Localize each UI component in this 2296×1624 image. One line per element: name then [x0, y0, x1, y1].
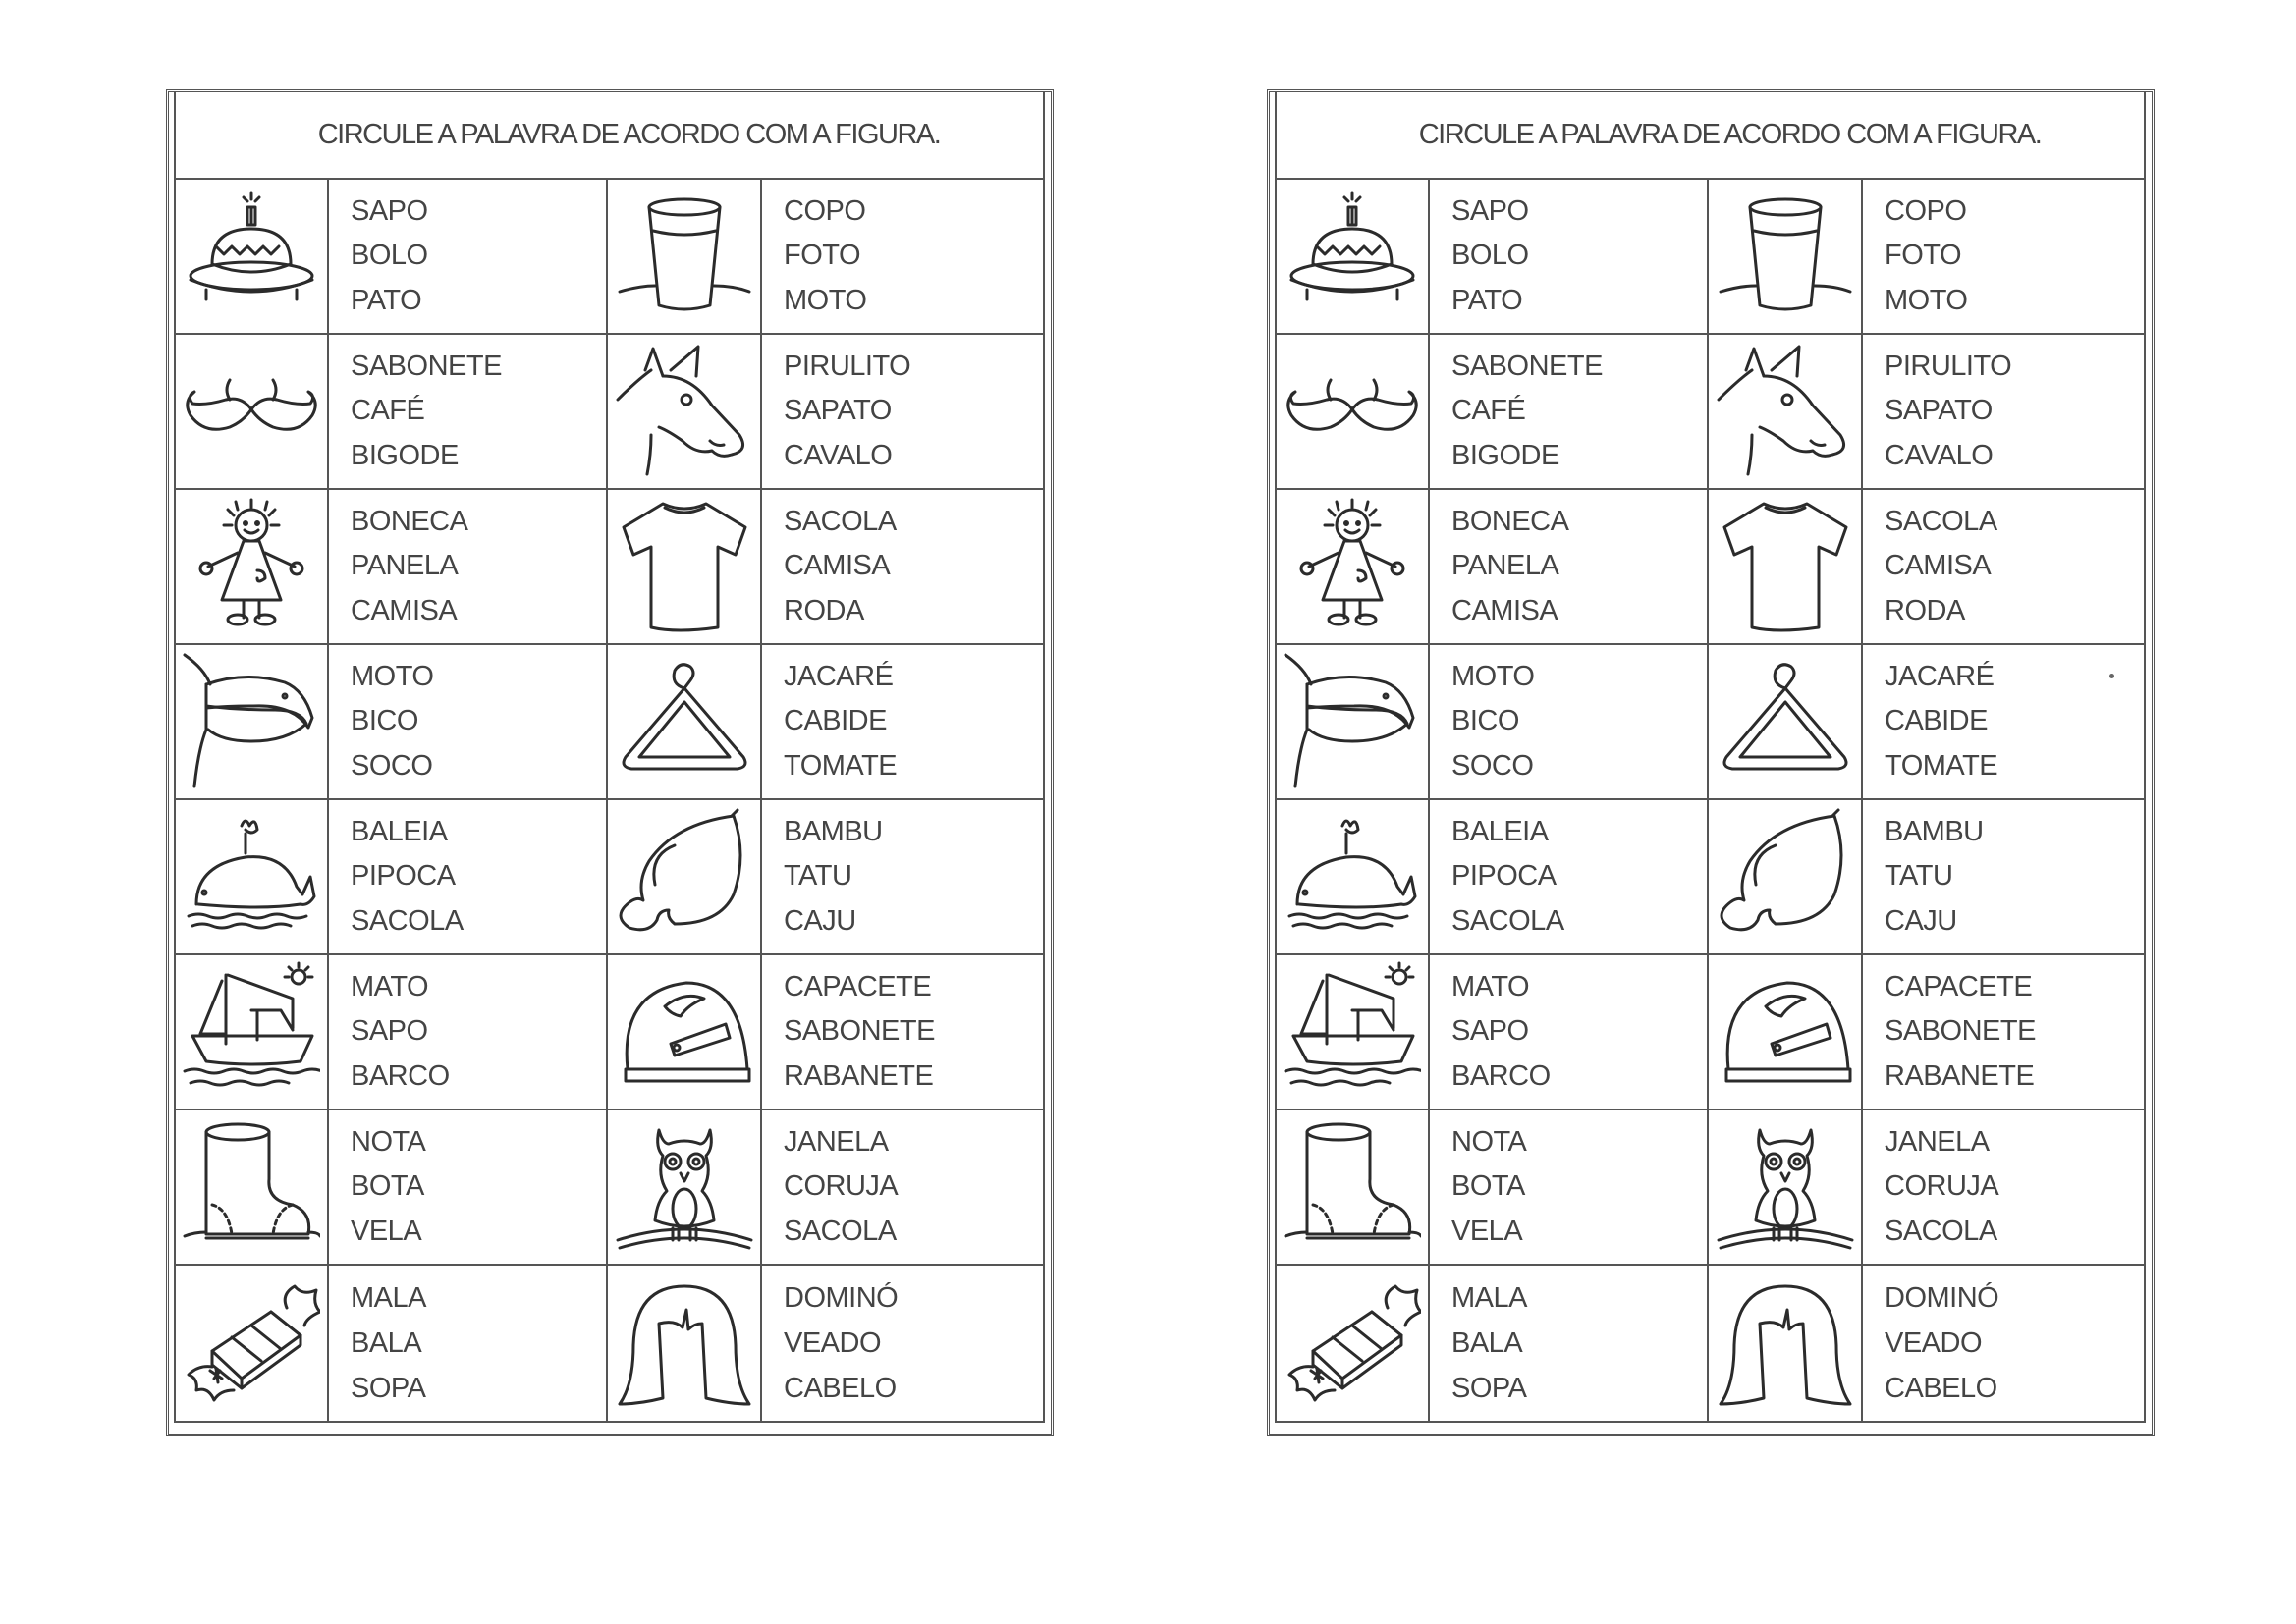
- mustache-icon: [183, 341, 320, 483]
- word-option[interactable]: TOMATE: [784, 749, 898, 782]
- word-option[interactable]: RABANETE: [1885, 1059, 2035, 1092]
- word-options: [762, 490, 1043, 645]
- word-option[interactable]: MOTO: [1451, 661, 1535, 693]
- word-options: [1863, 800, 2144, 955]
- exercise-grid: [176, 180, 1043, 1421]
- word-option[interactable]: MATO: [351, 971, 429, 1003]
- word-option[interactable]: BARCO: [1451, 1059, 1551, 1092]
- hanger-icon: [1717, 651, 1854, 793]
- word-option[interactable]: PANELA: [1451, 550, 1559, 582]
- word-options: [762, 800, 1043, 955]
- word-option[interactable]: BONECA: [351, 506, 468, 538]
- word-option[interactable]: CAJU: [784, 904, 856, 937]
- word-option[interactable]: SOPA: [1451, 1372, 1527, 1404]
- word-option[interactable]: MALA: [351, 1281, 426, 1314]
- helmet-icon: [1717, 961, 1854, 1104]
- worksheet-title: CIRCULE A PALAVRA DE ACORDO COM A FIGURA.: [176, 92, 1043, 180]
- word-option[interactable]: PATO: [351, 284, 422, 316]
- word-option[interactable]: BOTA: [1451, 1170, 1525, 1203]
- whale-icon: [1284, 806, 1421, 948]
- word-option[interactable]: BALA: [1451, 1326, 1523, 1359]
- word-option[interactable]: SABONETE: [1885, 1015, 2036, 1048]
- word-options: [1430, 1110, 1709, 1266]
- word-option[interactable]: VELA: [1451, 1215, 1523, 1247]
- word-options: [1430, 490, 1709, 645]
- candy-icon: [1284, 1272, 1421, 1415]
- picture-cell: [608, 1110, 762, 1266]
- exercise-grid: [1277, 180, 2144, 1421]
- picture-cell: [176, 180, 329, 335]
- word-options: [1430, 1266, 1709, 1421]
- word-option[interactable]: CAFÉ: [351, 395, 425, 427]
- picture-cell: [176, 955, 329, 1110]
- doll-icon: [1284, 496, 1421, 638]
- word-option[interactable]: CAPACETE: [784, 971, 932, 1003]
- word-option[interactable]: VEADO: [784, 1326, 882, 1359]
- word-options: [1863, 1266, 2144, 1421]
- word-option[interactable]: CAVALO: [1885, 439, 1994, 471]
- picture-cell: [1709, 800, 1863, 955]
- picture-cell: [1277, 180, 1430, 335]
- word-options: [1430, 335, 1709, 490]
- word-option[interactable]: TOMATE: [1885, 749, 1998, 782]
- cashew-icon: [1717, 806, 1854, 948]
- glass-icon: [616, 186, 753, 328]
- word-option[interactable]: SACOLA: [1885, 1215, 1997, 1247]
- word-option[interactable]: CAMISA: [784, 550, 891, 582]
- picture-cell: [608, 800, 762, 955]
- word-option[interactable]: BALEIA: [1451, 816, 1549, 848]
- word-option[interactable]: FOTO: [784, 240, 861, 272]
- word-option[interactable]: RABANETE: [784, 1059, 934, 1092]
- word-option[interactable]: MATO: [1451, 971, 1530, 1003]
- word-option[interactable]: PIRULITO: [784, 351, 911, 383]
- word-option[interactable]: CABIDE: [1885, 705, 1988, 737]
- picture-cell: [608, 490, 762, 645]
- owl-icon: [616, 1116, 753, 1259]
- hair-icon: [1717, 1272, 1854, 1415]
- word-option[interactable]: SAPO: [1451, 195, 1529, 228]
- word-option[interactable]: NOTA: [1451, 1126, 1527, 1159]
- word-option[interactable]: BONECA: [1451, 506, 1569, 538]
- word-option[interactable]: JANELA: [784, 1126, 889, 1159]
- word-option[interactable]: BOLO: [351, 240, 428, 272]
- word-option[interactable]: CORUJA: [784, 1170, 899, 1203]
- doll-icon: [183, 496, 320, 638]
- word-option[interactable]: PATO: [1451, 284, 1523, 316]
- word-option[interactable]: SABONETE: [351, 351, 502, 383]
- word-option[interactable]: JACARÉ: [1885, 661, 1995, 693]
- word-option[interactable]: SABONETE: [1451, 351, 1603, 383]
- word-option[interactable]: BIGODE: [1451, 439, 1559, 471]
- word-option[interactable]: CAPACETE: [1885, 971, 2033, 1003]
- picture-cell: [608, 645, 762, 800]
- word-options: [762, 955, 1043, 1110]
- glass-icon: [1717, 186, 1854, 328]
- word-option[interactable]: SACOLA: [1451, 904, 1564, 937]
- worksheet-left: [166, 89, 1054, 1436]
- word-option[interactable]: PIPOCA: [351, 860, 456, 893]
- picture-cell: [608, 1266, 762, 1421]
- word-option[interactable]: JANELA: [1885, 1126, 1990, 1159]
- word-options: [1430, 800, 1709, 955]
- word-option[interactable]: SACOLA: [351, 904, 464, 937]
- word-option[interactable]: CABELO: [784, 1372, 897, 1404]
- picture-cell: [176, 335, 329, 490]
- picture-cell: [608, 955, 762, 1110]
- boot-icon: [1284, 1116, 1421, 1259]
- hanger-icon: [616, 651, 753, 793]
- word-option[interactable]: SAPO: [351, 1015, 428, 1048]
- word-option[interactable]: TATU: [1885, 860, 1953, 893]
- word-option[interactable]: DOMINÓ: [784, 1281, 899, 1314]
- word-option[interactable]: SAPATO: [1885, 395, 1993, 427]
- boat-icon: [1284, 961, 1421, 1104]
- word-option[interactable]: BAMBU: [784, 816, 883, 848]
- beak-icon: [183, 651, 320, 793]
- shirt-icon: [1717, 496, 1854, 638]
- word-option[interactable]: FOTO: [1885, 240, 1962, 272]
- word-option[interactable]: JACARÉ: [784, 661, 894, 693]
- beak-icon: [1284, 651, 1421, 793]
- word-option[interactable]: CABIDE: [784, 705, 887, 737]
- word-options: [329, 1266, 608, 1421]
- word-options: [1430, 180, 1709, 335]
- word-option[interactable]: SACOLA: [784, 1215, 897, 1247]
- word-option[interactable]: MOTO: [784, 284, 867, 316]
- picture-cell: [1709, 1266, 1863, 1421]
- word-options: [1863, 645, 2144, 800]
- hair-icon: [616, 1272, 753, 1415]
- word-option[interactable]: SOPA: [351, 1372, 426, 1404]
- word-option[interactable]: BICO: [1451, 705, 1519, 737]
- word-option[interactable]: CORUJA: [1885, 1170, 1999, 1203]
- word-option[interactable]: BOTA: [351, 1170, 424, 1203]
- picture-cell: [1277, 800, 1430, 955]
- word-option[interactable]: SAPATO: [784, 395, 892, 427]
- word-options: [1863, 955, 2144, 1110]
- picture-cell: [608, 335, 762, 490]
- word-option[interactable]: VEADO: [1885, 1326, 1983, 1359]
- word-option[interactable]: PANELA: [351, 550, 459, 582]
- word-option[interactable]: COPO: [1885, 195, 1967, 228]
- word-option[interactable]: SACOLA: [1885, 506, 1997, 538]
- cake-icon: [1284, 186, 1421, 328]
- word-option[interactable]: SAPO: [1451, 1015, 1529, 1048]
- word-options: [329, 490, 608, 645]
- horse-icon: [616, 341, 753, 483]
- picture-cell: [608, 180, 762, 335]
- word-option[interactable]: SOCO: [351, 749, 433, 782]
- picture-cell: [1709, 180, 1863, 335]
- word-option[interactable]: NOTA: [351, 1126, 426, 1159]
- word-option[interactable]: VELA: [351, 1215, 422, 1247]
- word-options: [329, 645, 608, 800]
- word-options: [762, 335, 1043, 490]
- picture-cell: [1709, 955, 1863, 1110]
- word-options: [329, 180, 608, 335]
- word-option[interactable]: COPO: [784, 195, 866, 228]
- word-option[interactable]: BALEIA: [351, 816, 448, 848]
- picture-cell: [1709, 490, 1863, 645]
- word-options: [1430, 645, 1709, 800]
- picture-cell: [1277, 490, 1430, 645]
- word-option[interactable]: CAMISA: [351, 594, 458, 626]
- cake-icon: [183, 186, 320, 328]
- cashew-icon: [616, 806, 753, 948]
- word-options: [762, 180, 1043, 335]
- word-option[interactable]: MOTO: [351, 661, 434, 693]
- word-option[interactable]: RODA: [784, 594, 864, 626]
- picture-cell: [1277, 1110, 1430, 1266]
- picture-cell: [176, 645, 329, 800]
- horse-icon: [1717, 341, 1854, 483]
- word-option[interactable]: BALA: [351, 1326, 422, 1359]
- word-option[interactable]: BICO: [351, 705, 418, 737]
- word-option[interactable]: SACOLA: [784, 506, 897, 538]
- word-option[interactable]: RODA: [1885, 594, 1965, 626]
- mustache-icon: [1284, 341, 1421, 483]
- picture-cell: [1277, 955, 1430, 1110]
- boot-icon: [183, 1116, 320, 1259]
- word-option[interactable]: TATU: [784, 860, 852, 893]
- word-option[interactable]: CABELO: [1885, 1372, 1997, 1404]
- picture-cell: [176, 490, 329, 645]
- worksheet-title: CIRCULE A PALAVRA DE ACORDO COM A FIGURA.: [1277, 92, 2144, 180]
- owl-icon: [1717, 1116, 1854, 1259]
- picture-cell: [176, 800, 329, 955]
- word-options: [329, 1110, 608, 1266]
- picture-cell: [176, 1110, 329, 1266]
- picture-cell: [1709, 1110, 1863, 1266]
- word-option[interactable]: SAPO: [351, 195, 428, 228]
- picture-cell: [1277, 1266, 1430, 1421]
- word-option[interactable]: BAMBU: [1885, 816, 1984, 848]
- word-options: [329, 955, 608, 1110]
- word-option[interactable]: SABONETE: [784, 1015, 935, 1048]
- picture-cell: [1277, 335, 1430, 490]
- word-option[interactable]: MALA: [1451, 1281, 1527, 1314]
- picture-cell: [176, 1266, 329, 1421]
- picture-cell: [1277, 645, 1430, 800]
- word-options: [329, 335, 608, 490]
- candy-icon: [183, 1272, 320, 1415]
- word-options: [1863, 1110, 2144, 1266]
- picture-cell: [1709, 645, 1863, 800]
- word-options: [762, 1110, 1043, 1266]
- word-option[interactable]: DOMINÓ: [1885, 1281, 1999, 1314]
- word-option[interactable]: BOLO: [1451, 240, 1529, 272]
- word-option[interactable]: PIPOCA: [1451, 860, 1557, 893]
- word-options: [762, 1266, 1043, 1421]
- word-options: [762, 645, 1043, 800]
- word-option[interactable]: CAMISA: [1451, 594, 1558, 626]
- word-option[interactable]: CAMISA: [1885, 550, 1992, 582]
- word-options: [1863, 180, 2144, 335]
- word-options: [329, 800, 608, 955]
- boat-icon: [183, 961, 320, 1104]
- word-options: [1863, 490, 2144, 645]
- helmet-icon: [616, 961, 753, 1104]
- word-option[interactable]: PIRULITO: [1885, 351, 2012, 383]
- word-options: [1430, 955, 1709, 1110]
- word-option[interactable]: BIGODE: [351, 439, 459, 471]
- picture-cell: [1709, 335, 1863, 490]
- word-options: [1863, 335, 2144, 490]
- word-option[interactable]: MOTO: [1885, 284, 1968, 316]
- whale-icon: [183, 806, 320, 948]
- word-option[interactable]: SOCO: [1451, 749, 1534, 782]
- word-option[interactable]: CAFÉ: [1451, 395, 1526, 427]
- word-option[interactable]: CAVALO: [784, 439, 893, 471]
- worksheet-right: [1267, 89, 2155, 1436]
- shirt-icon: [616, 496, 753, 638]
- word-option[interactable]: CAJU: [1885, 904, 1957, 937]
- word-option[interactable]: BARCO: [351, 1059, 450, 1092]
